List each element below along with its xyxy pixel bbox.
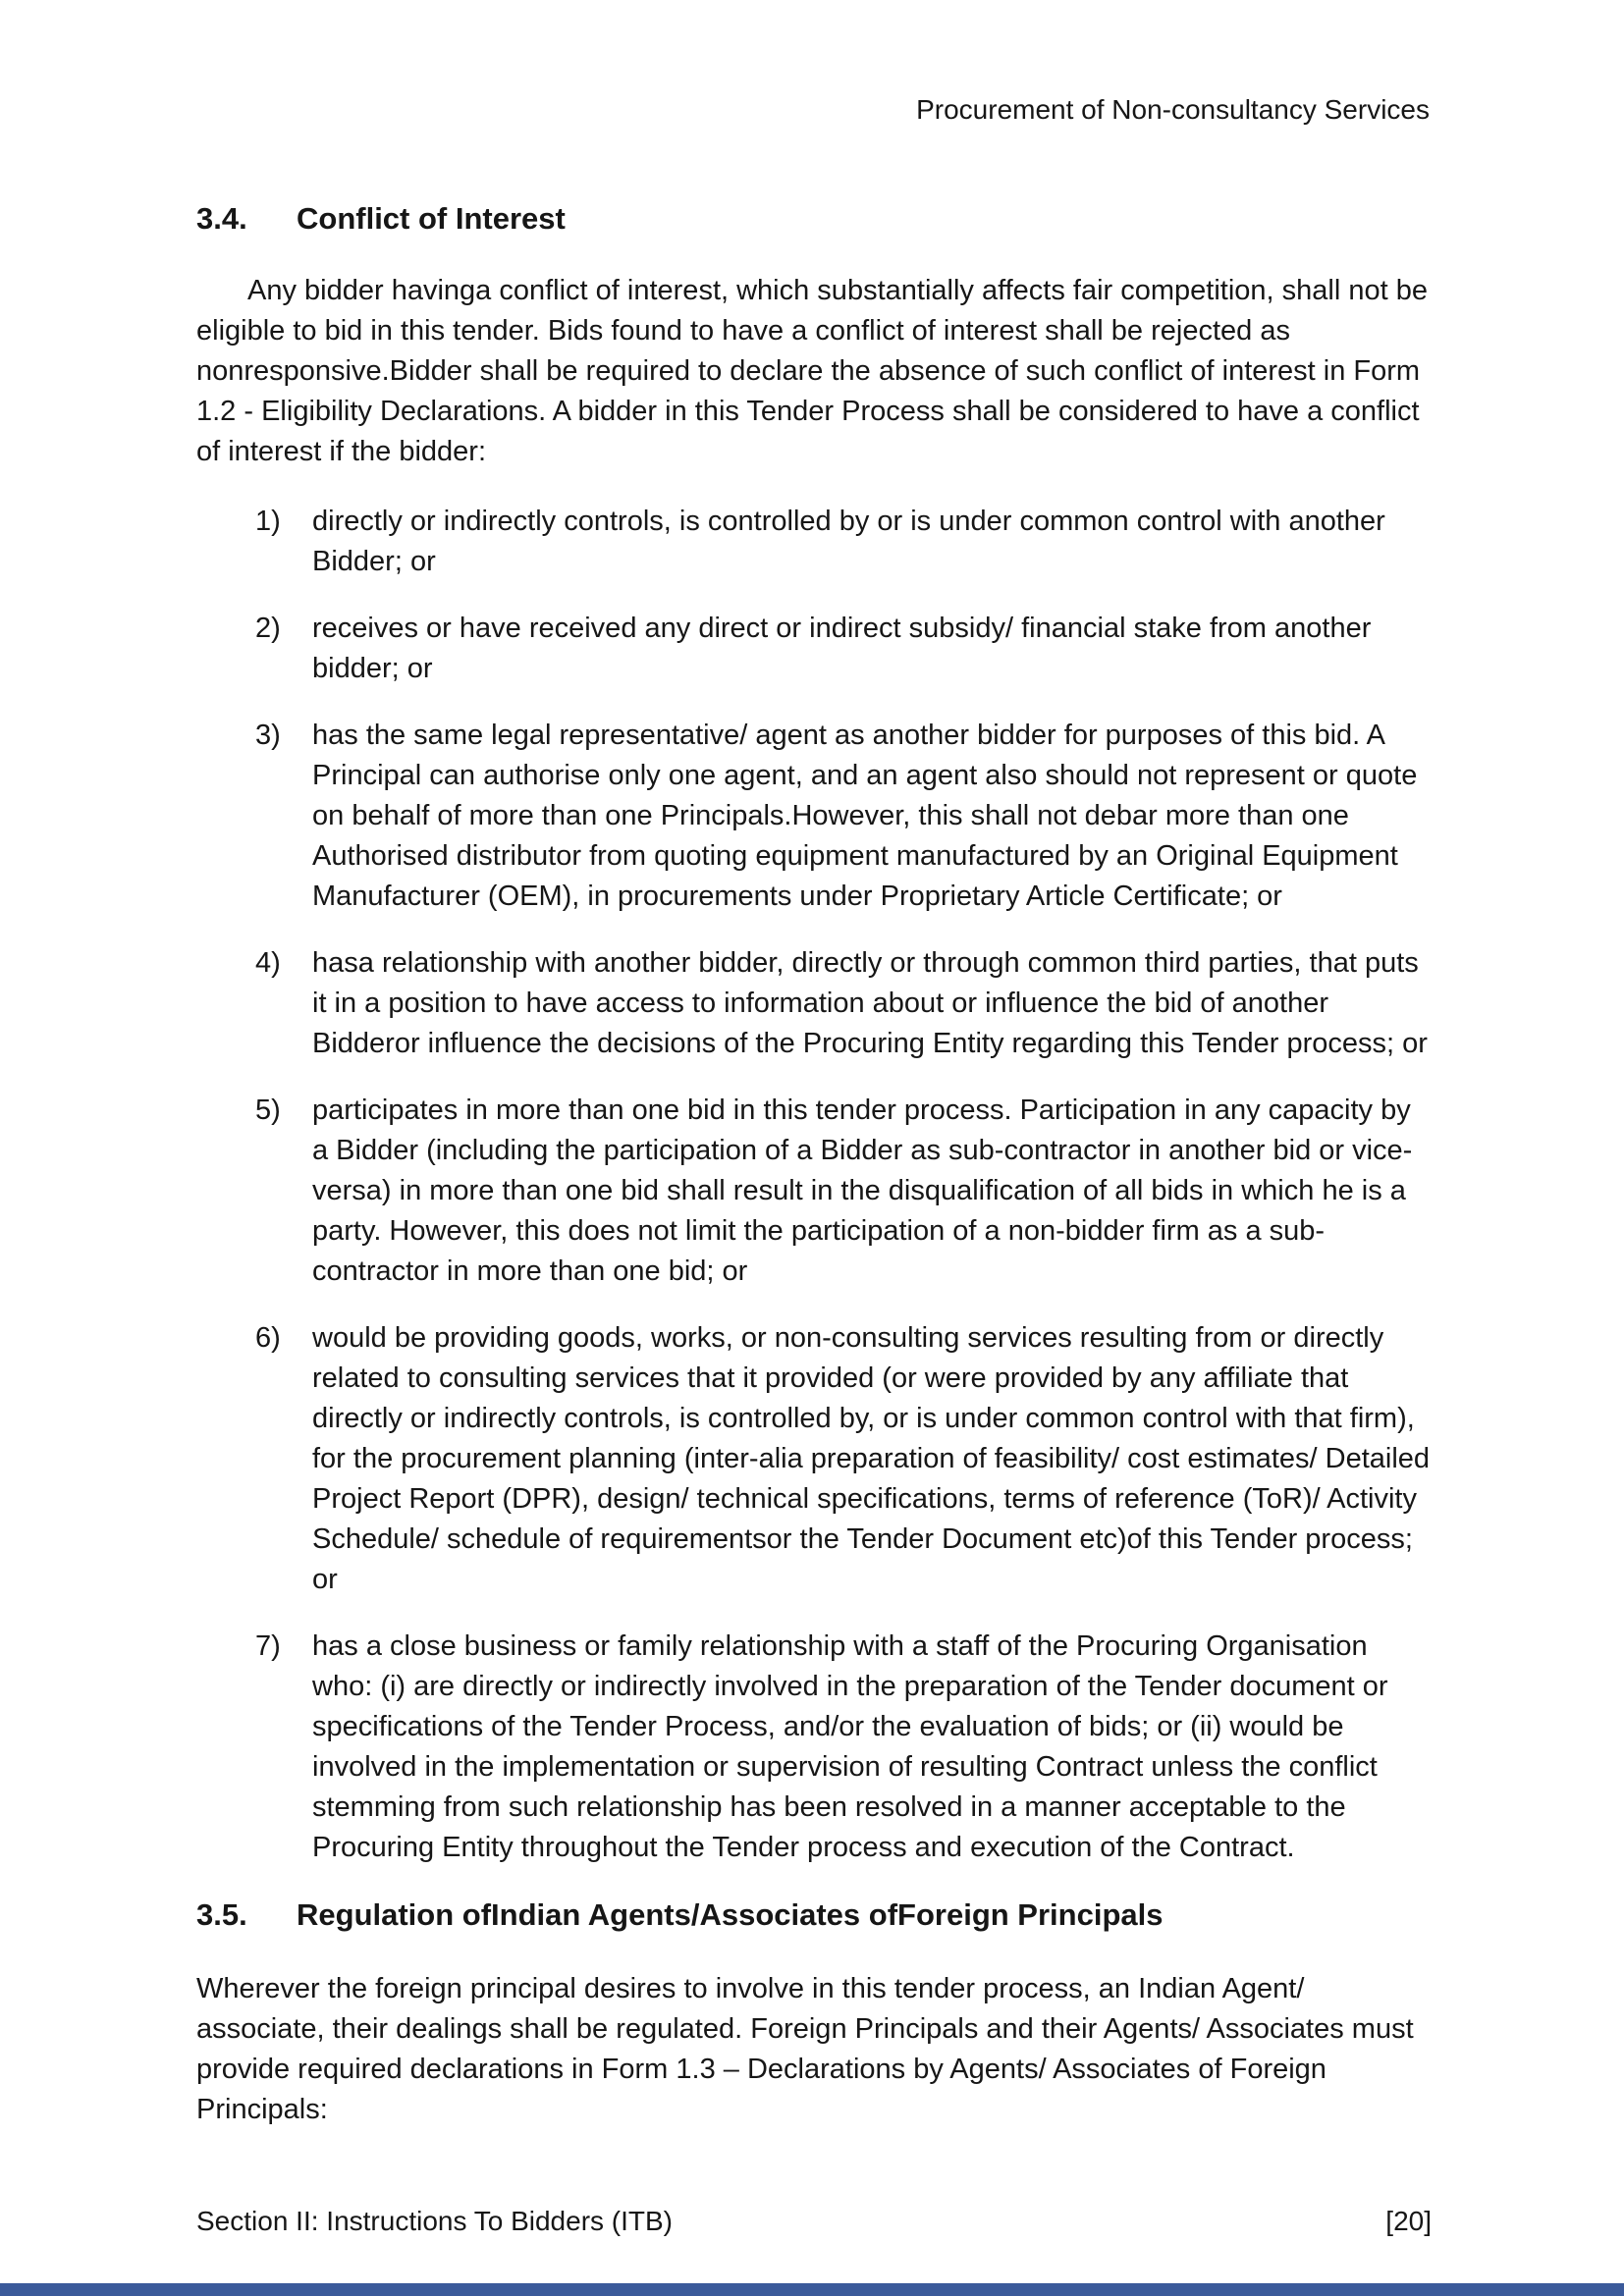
- list-item-6-text: would be providing goods, works, or non-consulting services resulting from or directly related to consulting services that it provided (or were provided by any affiliate that directly or indirectly controls, is controlled by, or is under common control with that firm), for the procurement planning (inter-alia preparation of feasibility/ cost estimates/ Detailed Project Report (DPR), design/ technical specifications, terms of reference (ToR)/ Activity Schedule/ schedule of requirementsor the Tender Document etc)of this Tender process; or: [312, 1322, 1431, 1595]
- list-item-7-number: 7): [255, 1630, 281, 1662]
- list-item-6-number: 6): [255, 1322, 281, 1354]
- list-item-4-text: hasa relationship with another bidder, directly or through common third parties, that puts it in a position to have access to information about or influence the bid of another Bidderor influence the decisions of the Procuring Entity regarding this Tender process; or: [312, 947, 1428, 1059]
- section-3-5-paragraph: Wherever the foreign principal desires to involve in this tender process, an Indian Agent/ associate, their dealings shall be regulated. Foreign Principals and their Agents/ Associates must provide required declarations in Form 1.3 – Declarations by Agents/ Associates of Foreign Principals:: [196, 1973, 1414, 2125]
- list-item-3: [196, 716, 1432, 917]
- header-text: Procurement of Non-consultancy Services: [916, 94, 1430, 125]
- list-item-2-number: 2): [255, 613, 281, 644]
- list-item-7: [196, 1627, 1432, 1868]
- section-3-5-number: 3.5.: [196, 1897, 247, 1932]
- list-item-3-number: 3): [255, 720, 281, 751]
- list-item-1-text: directly or indirectly controls, is controlled by or is under common control with another Bidder; or: [312, 506, 1385, 577]
- list-item-1-number: 1): [255, 506, 281, 537]
- list-item-6: [196, 1318, 1432, 1600]
- list-item-5: [196, 1091, 1432, 1292]
- footer-section-label: Section II: Instructions To Bidders (ITB): [196, 2206, 674, 2236]
- list-item-7-text: has a close business or family relationship with a staff of the Procuring Organisation who: (i) are directly or indirectly involved in the preparation of the Tender document or specifications of the Tender Process, and/or the evaluation of bids; or (ii) would be involved in the implementation or supervision of resulting Contract unless the conflict stemming from such relationship has been resolved in a manner acceptable to the Procuring Entity throughout the Tender process and execution of the Contract.: [312, 1630, 1388, 1863]
- bottom-edge-bar: [0, 2283, 1624, 2296]
- section-3-5-title: Regulation ofIndian Agents/Associates ofForeign Principals: [297, 1897, 1164, 1932]
- footer-page-number: [20]: [1385, 2206, 1432, 2236]
- list-item-4: [196, 943, 1432, 1064]
- section-3-4-intro-paragraph: Any bidder havinga conflict of interest, which substantially affects fair competition, shall not be eligible to bid in this tender. Bids found to have a conflict of interest shall be rejected as nonresponsive.Bidder shall be required to declare the absence of such conflict of interest in Form 1.2 - Eligibility Declarations. A bidder in this Tender Process shall be considered to have a conflict of interest if the bidder:: [196, 275, 1428, 467]
- list-item-1: [196, 502, 1432, 582]
- list-item-3-text: has the same legal representative/ agent as another bidder for purposes of this bid. A Principal can authorise only one agent, and an agent also should not represent or quote on behalf of more than one Principals.However, this shall not debar more than one Authorised distributor from quoting equipment manufactured by an Original Equipment Manufacturer (OEM), in procurements under Proprietary Article Certificate; or: [312, 720, 1418, 912]
- list-item-2: [196, 609, 1432, 689]
- section-3-4-title: Conflict of Interest: [297, 201, 566, 236]
- list-item-5-number: 5): [255, 1095, 281, 1126]
- section-3-4-number: 3.4.: [196, 201, 247, 236]
- list-item-5-text: participates in more than one bid in this tender process. Participation in any capacity by a Bidder (including the participation of a Bidder as sub-contractor in another bid or vice-versa) in more than one bid shall result in the disqualification of all bids in which he is a party. However, this does not limit the participation of a non-bidder firm as a sub-contractor in more than one bid; or: [312, 1095, 1413, 1287]
- document-content: [196, 198, 1432, 2160]
- section-3-5-heading: [196, 1895, 1432, 1936]
- page-footer: [196, 2206, 1432, 2237]
- section-3-4-heading: [196, 198, 1432, 240]
- list-item-2-text: receives or have received any direct or indirect subsidy/ financial stake from another bidder; or: [312, 613, 1372, 684]
- page-header: [916, 94, 1430, 126]
- list-item-4-number: 4): [255, 947, 281, 979]
